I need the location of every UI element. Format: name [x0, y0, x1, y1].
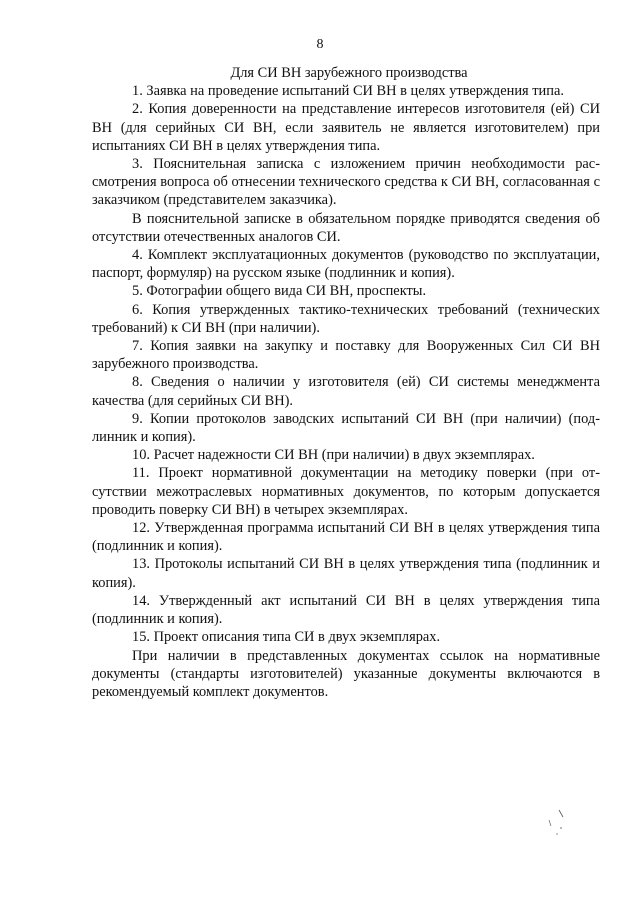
list-item-4: 4. Комплект эксплуатационных документов (руководство по эксплуатации, паспорт, формуляр) на русском языке (подлинник и копия). [92, 247, 600, 282]
list-item-11: 11. Проект нормативной документации на методику поверки (при отсутствии межотраслевых нормативных документов, по которым допускается проводить поверку СИ ВН) в четырех экземплярах. [92, 465, 600, 518]
list-item-9: 9. Копии протоколов заводских испытаний СИ ВН (при наличии) (подлинник и копия). [92, 410, 600, 446]
document-body [92, 64, 600, 701]
section-heading: Для СИ ВН зарубежного производства [230, 65, 468, 81]
list-item-2: 2. Копия доверенности на представление интересов изготовителя (ей) СИ ВН (для серийных СИ ВН, если заявитель не является изготовителем) при испытаниях СИ ВН в целях утверждения типа. [92, 101, 600, 154]
list-item-8: 8. Сведения о наличии у изготовителя (ей) СИ системы менеджмента качества (для серийных СИ ВН). [92, 374, 600, 409]
list-item-12: 12. Утвержденная программа испытаний СИ ВН в целях утверждения типа (подлинник и копия). [92, 520, 600, 555]
scan-artifact-mark [545, 808, 567, 836]
list-item-5: 5. Фотографии общего вида СИ ВН, проспекты. [132, 283, 427, 300]
list-item-14: 14. Утвержденный акт испытаний СИ ВН в целях утверждения типа (подлинник и копия). [92, 592, 600, 628]
list-item-3: 3. Пояснительная записка с изложением причин необходимости рассмотрения вопроса об отнесении технического средства к СИ ВН, согласованная с заказчиком (представителем заказчика). [92, 156, 600, 209]
list-item-15: 15. Проект описания типа СИ в двух экземплярах. [132, 629, 441, 646]
closing-paragraph: При наличии в представленных документах ссылок на нормативные документы (стандарты изготовителей) указанные документы включаются в рекомендуемый комплект документов. [92, 647, 600, 700]
explanatory-note-paragraph: В пояснительной записке в обязательном порядке приводятся сведения об отсутствии отечественных аналогов СИ. [92, 210, 600, 245]
list-item-10: 10. Расчет надежности СИ ВН (при наличии) в двух экземплярах. [132, 447, 535, 464]
page-number: 8 [316, 37, 324, 52]
list-item-13: 13. Протоколы испытаний СИ ВН в целях утверждения типа (подлинник и копия). [92, 556, 600, 591]
list-item-6: 6. Копия утвержденных тактико-технических требований (технических требований) к СИ ВН (при наличии). [92, 301, 600, 336]
list-item-7: 7. Копия заявки на закупку и поставку для Вооруженных Сил СИ ВН зарубежного производства. [92, 338, 600, 373]
list-item-1: 1. Заявка на проведение испытаний СИ ВН в целях утверждения типа. [132, 83, 564, 100]
